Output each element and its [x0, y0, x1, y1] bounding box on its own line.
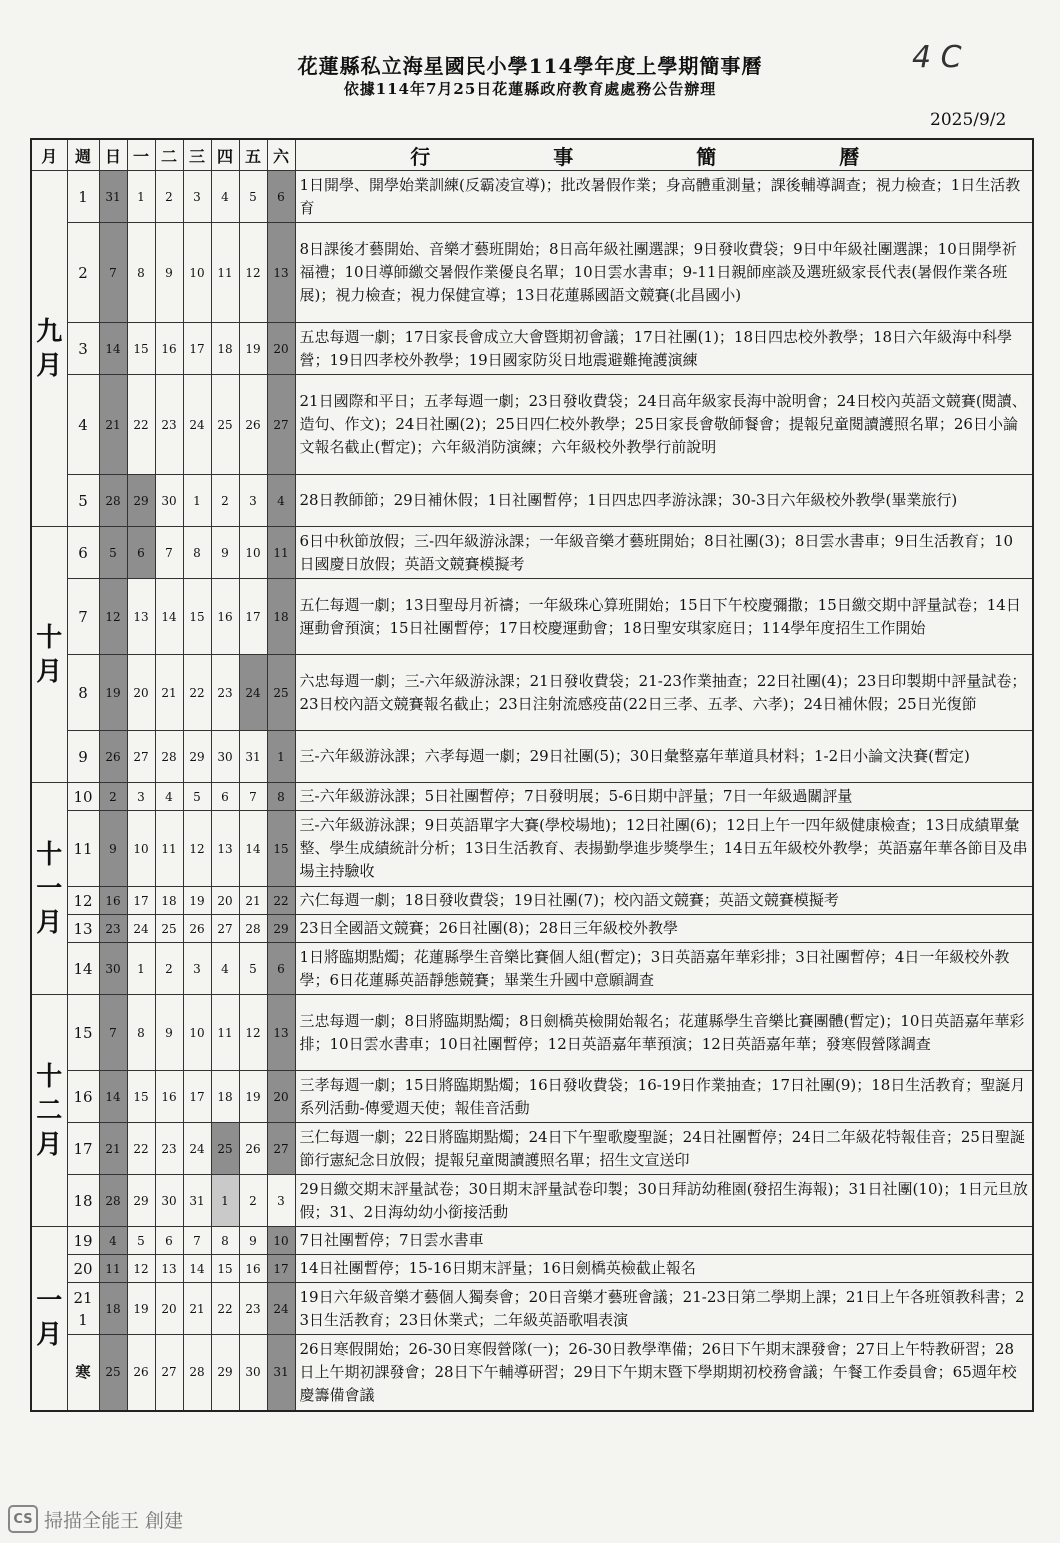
- day-cell: 12: [239, 223, 267, 323]
- week-row: [31, 1227, 1033, 1255]
- week-number: 10: [67, 783, 99, 811]
- week-events: 28日教師節；29日補休假；1日社團暫停；1日四忠四孝游泳課；30-3日六年級校外教學(畢業旅行): [295, 475, 1033, 527]
- week-events: 六忠每週一劇；三-六年級游泳課；21日發收費袋；21-23作業抽查；22日社團(4)；23日印製期中評量試卷；23日校內語文競賽報名截止；23日注射流感疫苗(22日三孝、五孝、六孝)；24日補休假；25日光復節: [295, 655, 1033, 731]
- day-cell: 23: [239, 1283, 267, 1335]
- day-cell: 12: [239, 995, 267, 1071]
- day-cell: 3: [183, 943, 211, 995]
- week-row: [31, 1255, 1033, 1283]
- week-row: [31, 655, 1033, 731]
- week-row: [31, 475, 1033, 527]
- day-cell: 21: [99, 375, 127, 475]
- day-cell: 23: [211, 655, 239, 731]
- week-row: [31, 375, 1033, 475]
- day-cell: 25: [99, 1335, 127, 1411]
- day-cell: 16: [155, 323, 183, 375]
- week-row: [31, 1283, 1033, 1335]
- day-cell: 17: [183, 323, 211, 375]
- header-mon: 一: [127, 139, 155, 171]
- week-events: 26日寒假開始；26-30日寒假營隊(一)；26-30日教學準備；26日下午期末課發會；27日上午特教研習；28日上午期初課發會；28日下午輔導研習；29日下午期末暨下學期期初校務會議；午餐工作委員會；65週年校慶籌備會議: [295, 1335, 1033, 1411]
- week-number: 3: [67, 323, 99, 375]
- month-label: [31, 783, 67, 995]
- week-number: 17: [67, 1123, 99, 1175]
- day-cell: 5: [127, 1227, 155, 1255]
- month-label-text: 十二月: [36, 1061, 63, 1160]
- day-cell: 2: [239, 1175, 267, 1227]
- day-cell: 2: [155, 171, 183, 223]
- day-cell: 9: [155, 995, 183, 1071]
- week-row: [31, 579, 1033, 655]
- header-events: 行 事 簡 曆: [295, 139, 1033, 171]
- day-cell: 20: [155, 1283, 183, 1335]
- day-cell: 24: [267, 1283, 295, 1335]
- day-cell: 23: [155, 1123, 183, 1175]
- scanner-watermark: [8, 1505, 183, 1533]
- day-cell: 7: [99, 995, 127, 1071]
- day-cell: 29: [127, 475, 155, 527]
- day-cell: 28: [99, 475, 127, 527]
- month-label: [31, 1227, 67, 1411]
- day-cell: 27: [267, 375, 295, 475]
- week-events: 23日全國語文競賽；26日社團(8)；28日三年級校外教學: [295, 915, 1033, 943]
- day-cell: 4: [211, 171, 239, 223]
- page-title: 花蓮縣私立海星國民小學114學年度上學期簡事曆: [297, 54, 763, 78]
- week-events: 7日社團暫停；7日雲水書車: [295, 1227, 1033, 1255]
- day-cell: 18: [211, 323, 239, 375]
- week-row: [31, 1335, 1033, 1411]
- day-cell: 14: [239, 811, 267, 887]
- week-events: 三-六年級游泳課；9日英語單字大賽(學校場地)；12日社團(6)；12日上午一四年級健康檢查；13日成績單彙整、學生成績統計分析；13日生活教育、表揚勤學進步獎學生；14日五年級校外教學；英語嘉年華各節目及串場主持驗收: [295, 811, 1033, 887]
- header-sat: 六: [267, 139, 295, 171]
- day-cell: 25: [211, 375, 239, 475]
- day-cell: 1: [211, 1175, 239, 1227]
- week-number: 8: [67, 655, 99, 731]
- day-cell: 3: [127, 783, 155, 811]
- day-cell: 13: [267, 995, 295, 1071]
- day-cell: 10: [183, 995, 211, 1071]
- week-row: [31, 915, 1033, 943]
- day-cell: 8: [183, 527, 211, 579]
- day-cell: 13: [127, 579, 155, 655]
- day-cell: 17: [267, 1255, 295, 1283]
- day-cell: 15: [183, 579, 211, 655]
- day-cell: 19: [183, 887, 211, 915]
- day-cell: 1: [127, 943, 155, 995]
- week-row: [31, 943, 1033, 995]
- day-cell: 5: [183, 783, 211, 811]
- month-label: [31, 171, 67, 527]
- week-number: 9: [67, 731, 99, 783]
- day-cell: 9: [211, 527, 239, 579]
- day-cell: 26: [239, 375, 267, 475]
- day-cell: 6: [127, 527, 155, 579]
- day-cell: 14: [99, 323, 127, 375]
- day-cell: 13: [155, 1255, 183, 1283]
- week-row: [31, 731, 1033, 783]
- day-cell: 14: [183, 1255, 211, 1283]
- day-cell: 7: [239, 783, 267, 811]
- day-cell: 7: [155, 527, 183, 579]
- week-row: [31, 783, 1033, 811]
- day-cell: 8: [211, 1227, 239, 1255]
- day-cell: 22: [267, 887, 295, 915]
- day-cell: 15: [127, 323, 155, 375]
- day-cell: 30: [211, 731, 239, 783]
- week-events: 三-六年級游泳課；5日社團暫停；7日發明展；5-6日期中評量；7日一年級過關評量: [295, 783, 1033, 811]
- day-cell: 1: [127, 171, 155, 223]
- week-row: [31, 1071, 1033, 1123]
- day-cell: 19: [127, 1283, 155, 1335]
- week-events: 29日繳交期末評量試卷；30日期末評量試卷印製；30日拜訪幼稚園(發招生海報)；31日社團(10)；1日元旦放假；31、2日海幼幼小銜接活動: [295, 1175, 1033, 1227]
- header-month: 月: [31, 139, 67, 171]
- week-events: 三忠每週一劇；8日將臨期點燭；8日劍橋英檢開始報名；花蓮縣學生音樂比賽團體(暫定)；10日英語嘉年華彩排；10日雲水書車；10日社團暫停；12日英語嘉年華預演；12日英語嘉年華；發寒假營隊調查: [295, 995, 1033, 1071]
- day-cell: 8: [127, 223, 155, 323]
- day-cell: 31: [239, 731, 267, 783]
- day-cell: 14: [99, 1071, 127, 1123]
- day-cell: 27: [211, 915, 239, 943]
- day-cell: 9: [99, 811, 127, 887]
- day-cell: 22: [127, 1123, 155, 1175]
- day-cell: 4: [211, 943, 239, 995]
- week-row: [31, 527, 1033, 579]
- day-cell: 22: [211, 1283, 239, 1335]
- day-cell: 5: [239, 171, 267, 223]
- day-cell: 25: [211, 1123, 239, 1175]
- day-cell: 8: [267, 783, 295, 811]
- day-cell: 24: [127, 915, 155, 943]
- day-cell: 23: [155, 375, 183, 475]
- week-row: [31, 887, 1033, 915]
- header-wed: 三: [183, 139, 211, 171]
- day-cell: 25: [155, 915, 183, 943]
- day-cell: 20: [267, 1071, 295, 1123]
- day-cell: 19: [239, 1071, 267, 1123]
- day-cell: 10: [127, 811, 155, 887]
- week-events: 19日六年級音樂才藝個人獨奏會；20日音樂才藝班會議；21-23日第二學期上課；21日上午各班領教科書；23日生活教育；23日休業式；二年級英語歌唱表演: [295, 1283, 1033, 1335]
- month-label-text: 一月: [36, 1286, 63, 1351]
- week-events: 8日課後才藝開始、音樂才藝班開始；8日高年級社團選課；9日發收費袋；9日中年級社團選課；10日開學祈福禮；10日導師繳交暑假作業優良名單；10日雲水書車；9-11日親師座談及選班級家長代表(暑假作業各班展)；視力檢查；視力保健宣導；13日花蓮縣國語文競賽(北昌國小): [295, 223, 1033, 323]
- week-number: 寒: [67, 1335, 99, 1411]
- document-date: 2025/9/2: [930, 110, 1007, 130]
- day-cell: 26: [183, 915, 211, 943]
- day-cell: 30: [155, 1175, 183, 1227]
- day-cell: 15: [211, 1255, 239, 1283]
- week-number: 15: [67, 995, 99, 1071]
- week-row: [31, 323, 1033, 375]
- week-number: 6: [67, 527, 99, 579]
- day-cell: 28: [239, 915, 267, 943]
- week-row: [31, 811, 1033, 887]
- week-number: 21 1: [67, 1283, 99, 1335]
- day-cell: 31: [183, 1175, 211, 1227]
- day-cell: 18: [155, 887, 183, 915]
- day-cell: 21: [99, 1123, 127, 1175]
- day-cell: 5: [239, 943, 267, 995]
- day-cell: 19: [239, 323, 267, 375]
- day-cell: 31: [267, 1335, 295, 1411]
- week-events: 21日國際和平日；五孝每週一劇；23日發收費袋；24日高年級家長海中說明會；24日校內英語文競賽(閱讀、造句、作文)；24日社團(2)；25日四仁校外教學；25日家長會敬師餐會；提報兒童閱讀護照名單；26日小論文報名截止(暫定)；六年級消防演練；六年級校外教學行前說明: [295, 375, 1033, 475]
- day-cell: 10: [183, 223, 211, 323]
- page-subtitle: 依據114年7月25日花蓮縣政府教育處處務公告辦理: [343, 80, 717, 98]
- watermark-text: 掃描全能王 創建: [44, 1509, 184, 1532]
- week-number: 11: [67, 811, 99, 887]
- month-label: [31, 527, 67, 783]
- calendar-body: [31, 171, 1033, 1411]
- day-cell: 29: [267, 915, 295, 943]
- day-cell: 24: [239, 655, 267, 731]
- day-cell: 21: [183, 1283, 211, 1335]
- week-row: [31, 171, 1033, 223]
- day-cell: 25: [267, 655, 295, 731]
- day-cell: 1: [267, 731, 295, 783]
- day-cell: 8: [127, 995, 155, 1071]
- week-row: [31, 1175, 1033, 1227]
- day-cell: 19: [99, 655, 127, 731]
- week-number: 20: [67, 1255, 99, 1283]
- day-cell: 10: [267, 1227, 295, 1255]
- day-cell: 26: [239, 1123, 267, 1175]
- day-cell: 31: [99, 171, 127, 223]
- week-number: 2: [67, 223, 99, 323]
- day-cell: 29: [211, 1335, 239, 1411]
- day-cell: 22: [127, 375, 155, 475]
- day-cell: 20: [127, 655, 155, 731]
- header-tue: 二: [155, 139, 183, 171]
- day-cell: 4: [155, 783, 183, 811]
- week-events: 1日將臨期點燭；花蓮縣學生音樂比賽個人組(暫定)；3日英語嘉年華彩排；3日社團暫停；4日一年級校外教學；6日花蓮縣英語靜態競賽；畢業生升國中意願調查: [295, 943, 1033, 995]
- day-cell: 30: [99, 943, 127, 995]
- week-row: [31, 995, 1033, 1071]
- handwritten-note: 4 C: [912, 40, 962, 75]
- day-cell: 6: [267, 171, 295, 223]
- day-cell: 3: [183, 171, 211, 223]
- day-cell: 11: [211, 995, 239, 1071]
- day-cell: 9: [155, 223, 183, 323]
- header-thu: 四: [211, 139, 239, 171]
- week-events: 三-六年級游泳課；六孝每週一劇；29日社團(5)；30日彙整嘉年華道具材料；1-2日小論文決賽(暫定): [295, 731, 1033, 783]
- school-calendar-table: [30, 138, 1034, 1412]
- week-number: 16: [67, 1071, 99, 1123]
- day-cell: 4: [99, 1227, 127, 1255]
- day-cell: 16: [239, 1255, 267, 1283]
- day-cell: 2: [155, 943, 183, 995]
- day-cell: 30: [155, 475, 183, 527]
- day-cell: 15: [127, 1071, 155, 1123]
- day-cell: 24: [183, 1123, 211, 1175]
- week-number: 4: [67, 375, 99, 475]
- day-cell: 26: [99, 731, 127, 783]
- day-cell: 16: [211, 579, 239, 655]
- day-cell: 24: [183, 375, 211, 475]
- day-cell: 6: [211, 783, 239, 811]
- day-cell: 27: [267, 1123, 295, 1175]
- week-number: 13: [67, 915, 99, 943]
- day-cell: 11: [211, 223, 239, 323]
- month-label: [31, 995, 67, 1227]
- week-events: 五忠每週一劇；17日家長會成立大會暨期初會議；17日社團(1)；18日四忠校外教學；18日六年級海中科學營；19日四孝校外教學；19日國家防災日地震避難掩護演練: [295, 323, 1033, 375]
- day-cell: 7: [183, 1227, 211, 1255]
- day-cell: 23: [99, 915, 127, 943]
- header-week: 週: [67, 139, 99, 171]
- day-cell: 2: [99, 783, 127, 811]
- day-cell: 16: [155, 1071, 183, 1123]
- day-cell: 13: [267, 223, 295, 323]
- day-cell: 6: [267, 943, 295, 995]
- week-number: 12: [67, 887, 99, 915]
- day-cell: 11: [267, 527, 295, 579]
- month-label-text: 十月: [36, 622, 63, 687]
- week-events: 1日開學、開學始業訓練(反霸凌宣導)；批改暑假作業；身高體重測量；課後輔導調查；視力檢查；1日生活教育: [295, 171, 1033, 223]
- day-cell: 14: [155, 579, 183, 655]
- week-events: 6日中秋節放假；三-四年級游泳課；一年級音樂才藝班開始；8日社團(3)；8日雲水書車；9日生活教育；10日國慶日放假；英語文競賽模擬考: [295, 527, 1033, 579]
- day-cell: 20: [267, 323, 295, 375]
- week-events: 三仁每週一劇；22日將臨期點燭；24日下午聖歌慶聖誕；24日社團暫停；24日二年級花特報佳音；25日聖誕節行憲紀念日放假；提報兒童閱讀護照名單；招生文宣送印: [295, 1123, 1033, 1175]
- day-cell: 2: [211, 475, 239, 527]
- week-events: 14日社團暫停；15-16日期末評量；16日劍橋英檢截止報名: [295, 1255, 1033, 1283]
- day-cell: 3: [239, 475, 267, 527]
- week-number: 7: [67, 579, 99, 655]
- day-cell: 6: [155, 1227, 183, 1255]
- day-cell: 11: [155, 811, 183, 887]
- day-cell: 12: [183, 811, 211, 887]
- day-cell: 15: [267, 811, 295, 887]
- day-cell: 28: [155, 731, 183, 783]
- day-cell: 28: [99, 1175, 127, 1227]
- day-cell: 29: [183, 731, 211, 783]
- day-cell: 20: [211, 887, 239, 915]
- day-cell: 1: [183, 475, 211, 527]
- day-cell: 4: [267, 475, 295, 527]
- week-row: [31, 223, 1033, 323]
- day-cell: 17: [127, 887, 155, 915]
- day-cell: 12: [127, 1255, 155, 1283]
- day-cell: 17: [183, 1071, 211, 1123]
- camscanner-logo-icon: CS: [8, 1505, 38, 1533]
- day-cell: 7: [99, 223, 127, 323]
- week-events: 三孝每週一劇；15日將臨期點燭；16日發收費袋；16-19日作業抽查；17日社團(9)；18日生活教育；聖誕月系列活動-傳愛週天使；報佳音活動: [295, 1071, 1033, 1123]
- week-events: 五仁每週一劇；13日聖母月祈禱；一年級珠心算班開始；15日下午校慶彌撒；15日繳交期中評量試卷；14日運動會預演；15日社團暫停；17日校慶運動會；18日聖安琪家庭日；114學年度招生工作開始: [295, 579, 1033, 655]
- day-cell: 21: [155, 655, 183, 731]
- day-cell: 5: [99, 527, 127, 579]
- week-number: 19: [67, 1227, 99, 1255]
- day-cell: 28: [183, 1335, 211, 1411]
- month-label-text: 九月: [36, 316, 63, 381]
- header-sun: 日: [99, 139, 127, 171]
- day-cell: 21: [239, 887, 267, 915]
- day-cell: 29: [127, 1175, 155, 1227]
- day-cell: 9: [239, 1227, 267, 1255]
- day-cell: 17: [239, 579, 267, 655]
- header-fri: 五: [239, 139, 267, 171]
- day-cell: 18: [99, 1283, 127, 1335]
- week-events: 六仁每週一劇；18日發收費袋；19日社團(7)；校內語文競賽；英語文競賽模擬考: [295, 887, 1033, 915]
- day-cell: 11: [99, 1255, 127, 1283]
- month-label-text: 十一月: [36, 839, 63, 938]
- week-number: 14: [67, 943, 99, 995]
- day-cell: 3: [267, 1175, 295, 1227]
- week-number: 5: [67, 475, 99, 527]
- day-cell: 10: [239, 527, 267, 579]
- day-cell: 16: [99, 887, 127, 915]
- day-cell: 27: [155, 1335, 183, 1411]
- week-row: [31, 1123, 1033, 1175]
- day-cell: 13: [211, 811, 239, 887]
- day-cell: 18: [267, 579, 295, 655]
- day-cell: 12: [99, 579, 127, 655]
- table-header-row: [31, 139, 1033, 171]
- day-cell: 27: [127, 731, 155, 783]
- day-cell: 22: [183, 655, 211, 731]
- day-cell: 26: [127, 1335, 155, 1411]
- day-cell: 18: [211, 1071, 239, 1123]
- week-number: 18: [67, 1175, 99, 1227]
- day-cell: 30: [239, 1335, 267, 1411]
- week-number: 1: [67, 171, 99, 223]
